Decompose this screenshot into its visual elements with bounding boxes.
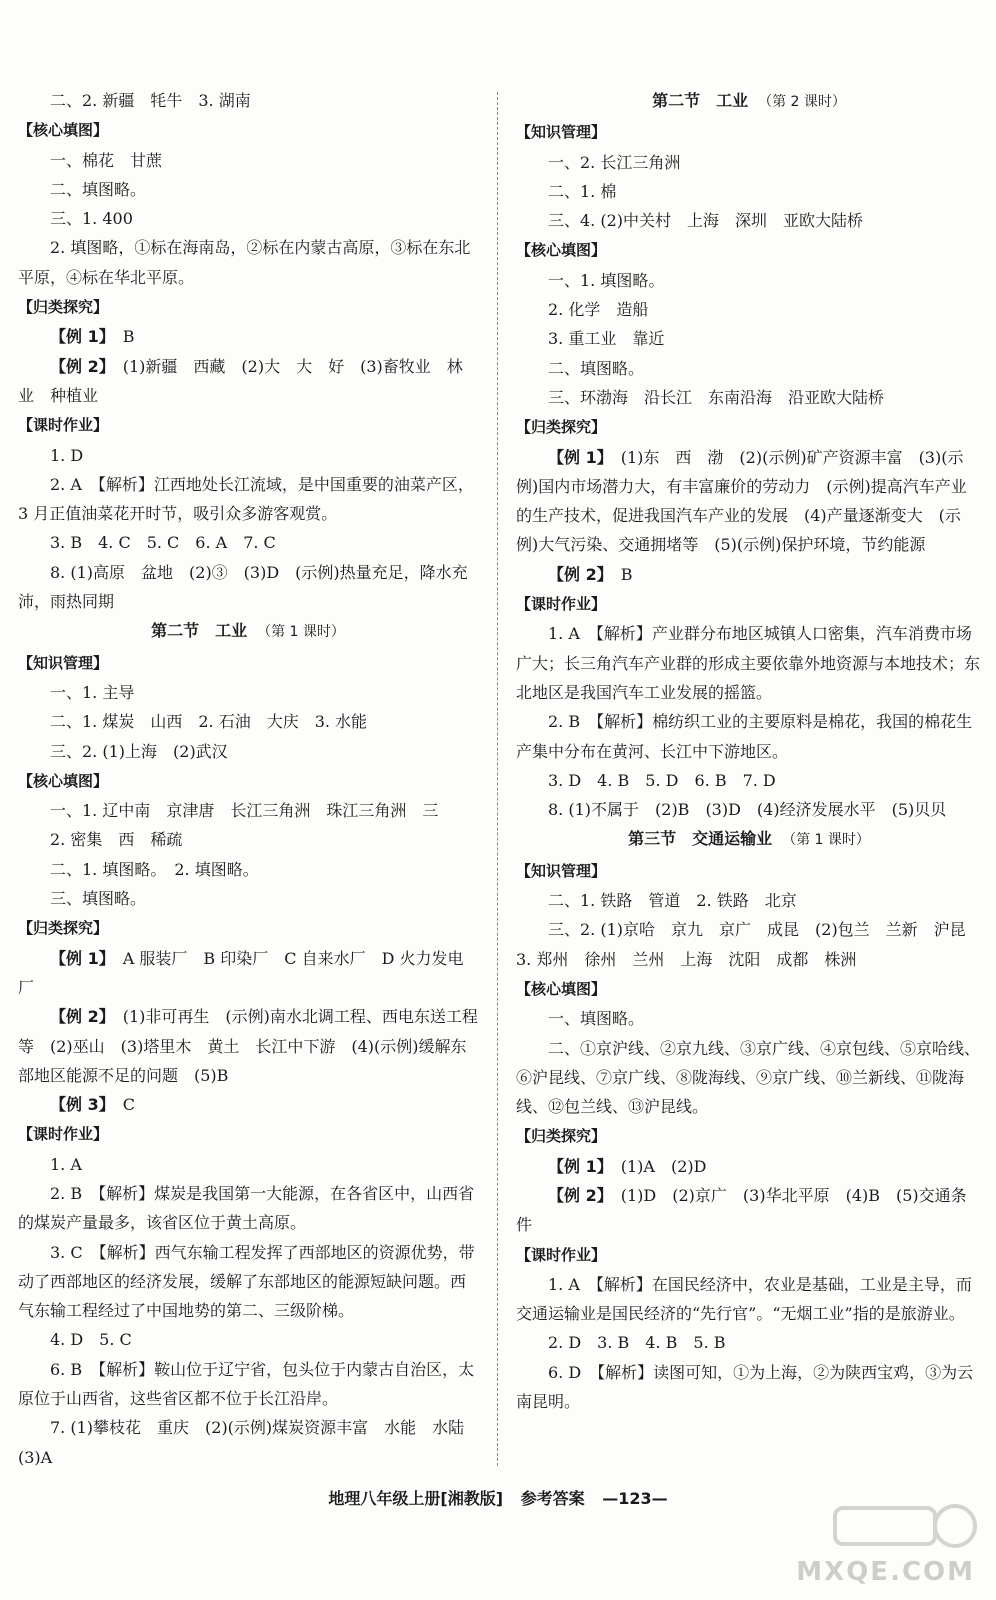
answer-line: 二、2. 新疆 牦牛 3. 湖南 bbox=[50, 91, 251, 110]
example-answer bbox=[18, 322, 478, 351]
example-answer bbox=[516, 1152, 982, 1181]
category-heading-text: 【 知识管理 】 bbox=[516, 123, 606, 141]
answer-line: 三、1. 400 bbox=[50, 209, 133, 229]
answer-line: 三、环渤海 沿长江 东南沿海 沿亚欧大陆桥 bbox=[548, 387, 885, 407]
example-answer bbox=[516, 443, 982, 560]
answer-line: 3. 重工业 靠近 bbox=[548, 329, 665, 349]
answer-line: 一、填图略。 bbox=[548, 1009, 645, 1029]
answer-line: 二、1. 铁路 管道 2. 铁路 北京 bbox=[548, 891, 797, 911]
category-heading bbox=[516, 589, 982, 619]
category-heading-text: 【 归类探究 】 bbox=[18, 298, 108, 316]
section-lesson: （第 2 课时） bbox=[758, 94, 846, 110]
example-label: 【 例 2 】 bbox=[50, 1007, 107, 1026]
answer-line: 2. 填图略，①标在海南岛，②标在内蒙古高原，③标在东北平原，④标在华北平原。 bbox=[18, 238, 471, 287]
category-heading bbox=[18, 648, 478, 678]
answer-line: 二、填图略。 bbox=[548, 358, 645, 378]
right-column bbox=[516, 86, 982, 1416]
footer-section: 参考答案 bbox=[520, 1489, 585, 1508]
category-heading-text: 【 归类探究 】 bbox=[516, 418, 606, 436]
category-heading-text: 【 核心填图 】 bbox=[516, 241, 606, 259]
example-answer-text: B bbox=[106, 327, 135, 347]
answer-line: 8. (1)高原 盆地 (2)③ (3)D (示例)热量充足，降水充沛，雨热同期 bbox=[18, 562, 468, 612]
example-label: 【 例 2 】 bbox=[548, 1186, 605, 1205]
category-heading bbox=[18, 115, 478, 145]
section-lesson: （第 1 课时） bbox=[257, 624, 345, 641]
answer-line: 4. D 5. C bbox=[50, 1330, 132, 1350]
example-answer bbox=[516, 1181, 982, 1240]
example-label: 【 例 1 】 bbox=[50, 949, 107, 968]
category-heading-text: 【 归类探究 】 bbox=[516, 1127, 606, 1145]
example-answer-text: (1)东 西 渤 (2)(示例)矿产资源丰富 (3)(示例)国内市场潜力大，有丰富廉价的劳动力 (示例)提高汽车产业的生产技术，促进我国汽车产业的发展 (4)产量逐渐变大 (示例)大气污染、交通拥堵等 (5)(示例)保护环境，节约能源 bbox=[516, 447, 967, 555]
section-title-text: 第二节 工业 bbox=[151, 621, 248, 641]
watermark bbox=[796, 1498, 985, 1593]
category-heading-text: 【 核心填图 】 bbox=[18, 121, 108, 139]
example-answer bbox=[18, 1090, 478, 1119]
category-heading bbox=[18, 913, 478, 943]
category-heading bbox=[516, 856, 982, 886]
category-heading bbox=[18, 1119, 478, 1149]
category-heading-text: 【 课时作业 】 bbox=[18, 416, 108, 434]
left-column bbox=[18, 86, 481, 1472]
category-heading-text: 【 核心填图 】 bbox=[18, 772, 108, 790]
example-answer bbox=[18, 1002, 478, 1090]
answer-line: 二、1. 棉 bbox=[548, 181, 617, 201]
example-label: 【 例 1 】 bbox=[548, 448, 605, 467]
example-answer-text: (1)A (2)D bbox=[604, 1156, 707, 1176]
watermark-text: MXQE.COM bbox=[796, 1557, 975, 1587]
example-answer-text: (1)新疆 西藏 (2)大 大 好 (3)畜牧业 林业 种植业 bbox=[18, 356, 463, 405]
category-heading-text: 【 课时作业 】 bbox=[18, 1125, 108, 1143]
answer-line: 一、1. 主导 bbox=[50, 682, 135, 702]
answer-line: 8. (1)不属于 (2)B (3)D (4)经济发展水平 (5)贝贝 bbox=[548, 800, 947, 820]
example-answer-text: (1)非可再生 (示例)南水北调工程、西电东送工程等 (2)巫山 (3)塔里木 黄土 长江中下游 (4)(示例)缓解东部地区能源不足的问题 (5)B bbox=[18, 1007, 478, 1085]
category-heading bbox=[18, 410, 478, 440]
answer-line: 一、1. 填图略。 bbox=[548, 270, 665, 290]
answer-line: 1. A 【解析】产业群分布地区城镇人口密集，汽车消费市场广大；长三角汽车产业群的形成主要依靠外地资源与本地技术；东北地区是我国汽车工业发展的摇篮。 bbox=[516, 624, 981, 702]
answer-line: 6. D 【解析】读图可知，①为上海，②为陕西宝鸡，③为云南昆明。 bbox=[516, 1362, 974, 1412]
category-heading bbox=[516, 1121, 982, 1151]
section-lesson: （第 1 课时） bbox=[782, 832, 870, 849]
example-answer-text: C bbox=[106, 1095, 135, 1115]
category-heading bbox=[516, 412, 982, 442]
example-label: 【 例 2 】 bbox=[548, 565, 605, 584]
example-answer-text: A 服装厂 B 印染厂 C 自来水厂 D 火力发电厂 bbox=[18, 948, 464, 997]
footer-subject: 地理八年级上册[湘教版] bbox=[328, 1489, 504, 1508]
answer-line: 7. (1)攀枝花 重庆 (2)(示例)煤炭资源丰富 水能 水陆 (3)A bbox=[18, 1418, 481, 1467]
example-label: 【 例 3 】 bbox=[50, 1095, 107, 1114]
category-heading bbox=[516, 235, 982, 265]
example-answer bbox=[18, 944, 478, 1003]
category-heading bbox=[516, 117, 982, 147]
answer-line: 1. A bbox=[50, 1154, 82, 1174]
answer-line: 二、①京沪线、②京九线、③京广线、④京包线、⑤京哈线、⑥沪昆线、⑦京广线、⑧陇海线、⑨京广线、⑩兰新线、⑪陇海线、⑫包兰线、⑬沪昆线。 bbox=[516, 1038, 981, 1117]
category-heading-text: 【 课时作业 】 bbox=[516, 595, 606, 613]
section-title bbox=[516, 824, 982, 855]
section-title bbox=[18, 616, 478, 647]
answer-line: 3. D 4. B 5. D 6. B 7. D bbox=[548, 770, 776, 790]
answer-line: 一、1. 辽中南 京津唐 长江三角洲 珠江三角洲 三 bbox=[50, 801, 439, 821]
answer-line: 三、填图略。 bbox=[50, 889, 147, 909]
category-heading bbox=[516, 974, 982, 1004]
category-heading-text: 【 知识管理 】 bbox=[516, 862, 606, 880]
example-answer bbox=[516, 560, 982, 589]
answer-line: 2. 密集 西 稀疏 bbox=[50, 830, 183, 850]
section-title-text: 第三节 交通运输业 bbox=[628, 829, 773, 849]
answer-line: 6. B 【解析】鞍山位于辽宁省，包头位于内蒙古自治区，太原位于山西省，这些省区都不位于长江沿岸。 bbox=[18, 1359, 475, 1409]
answer-line: 1. A 【解析】在国民经济中，农业是基础，工业是主导，而交通运输业是国民经济的“先行官”。“无烟工业”指的是旅游业。 bbox=[516, 1274, 972, 1324]
category-heading-text: 【 知识管理 】 bbox=[18, 654, 108, 672]
answer-line: 2. A 【解析】江西地处长江流域，是中国重要的油菜产区，3 月正值油菜花开时节，吸引众多游客观赏。 bbox=[18, 474, 474, 524]
answer-line: 二、1. 填图略。 2. 填图略。 bbox=[50, 859, 259, 879]
example-label: 【 例 1 】 bbox=[50, 327, 107, 346]
example-answer bbox=[18, 352, 478, 411]
example-answer-text: (1)D (2)京广 (3)华北平原 (4)B (5)交通条件 bbox=[516, 1185, 967, 1235]
category-heading-text: 【 课时作业 】 bbox=[516, 1246, 606, 1264]
answer-line: 2. 化学 造船 bbox=[548, 300, 649, 320]
footer-page-number: —123— bbox=[602, 1489, 668, 1508]
section-title-text: 第二节 工业 bbox=[652, 91, 749, 110]
answer-line: 二、填图略。 bbox=[50, 179, 147, 199]
column-divider bbox=[497, 92, 498, 1466]
answer-line: 二、1. 煤炭 山西 2. 石油 大庆 3. 水能 bbox=[50, 712, 368, 732]
category-heading-text: 【 核心填图 】 bbox=[516, 980, 606, 998]
answer-line: 1. D bbox=[50, 445, 84, 465]
answer-line: 2. B 【解析】棉纺织工业的主要原料是棉花，我国的棉花生产集中分布在黄河、长江中下游地区。 bbox=[516, 712, 973, 761]
category-heading bbox=[516, 1240, 982, 1270]
answer-line: 一、棉花 甘蔗 bbox=[50, 150, 163, 170]
category-heading bbox=[18, 766, 478, 796]
category-heading bbox=[18, 292, 478, 322]
answer-line: 2. B 【解析】煤炭是我国第一大能源，在各省区中，山西省的煤炭产量最多，该省区位于黄土高原。 bbox=[18, 1183, 475, 1233]
example-label: 【 例 1 】 bbox=[548, 1157, 605, 1176]
category-heading-text: 【 归类探究 】 bbox=[18, 919, 108, 937]
example-label: 【 例 2 】 bbox=[50, 357, 107, 376]
answer-line: 3. C 【解析】西气东输工程发挥了西部地区的资源优势，带动了西部地区的经济发展，缓解了东部地区的能源短缺问题。西气东输工程经过了中国地势的第二、三级阶梯。 bbox=[18, 1242, 475, 1321]
answer-line: 2. D 3. B 4. B 5. B bbox=[548, 1333, 726, 1353]
answer-line: 一、2. 长江三角洲 bbox=[548, 152, 681, 172]
section-title bbox=[516, 86, 982, 117]
example-answer-text: B bbox=[604, 564, 633, 584]
answer-line: 三、2. (1)京哈 京九 京广 成昆 (2)包兰 兰新 沪昆 3. 郑州 徐州 兰州 上海 沈阳 成都 株洲 bbox=[516, 920, 982, 969]
answer-line: 三、2. (1)上海 (2)武汉 bbox=[50, 741, 228, 761]
answer-line: 三、4. (2)中关村 上海 深圳 亚欧大陆桥 bbox=[548, 211, 864, 231]
answer-line: 3. B 4. C 5. C 6. A 7. C bbox=[50, 533, 276, 553]
